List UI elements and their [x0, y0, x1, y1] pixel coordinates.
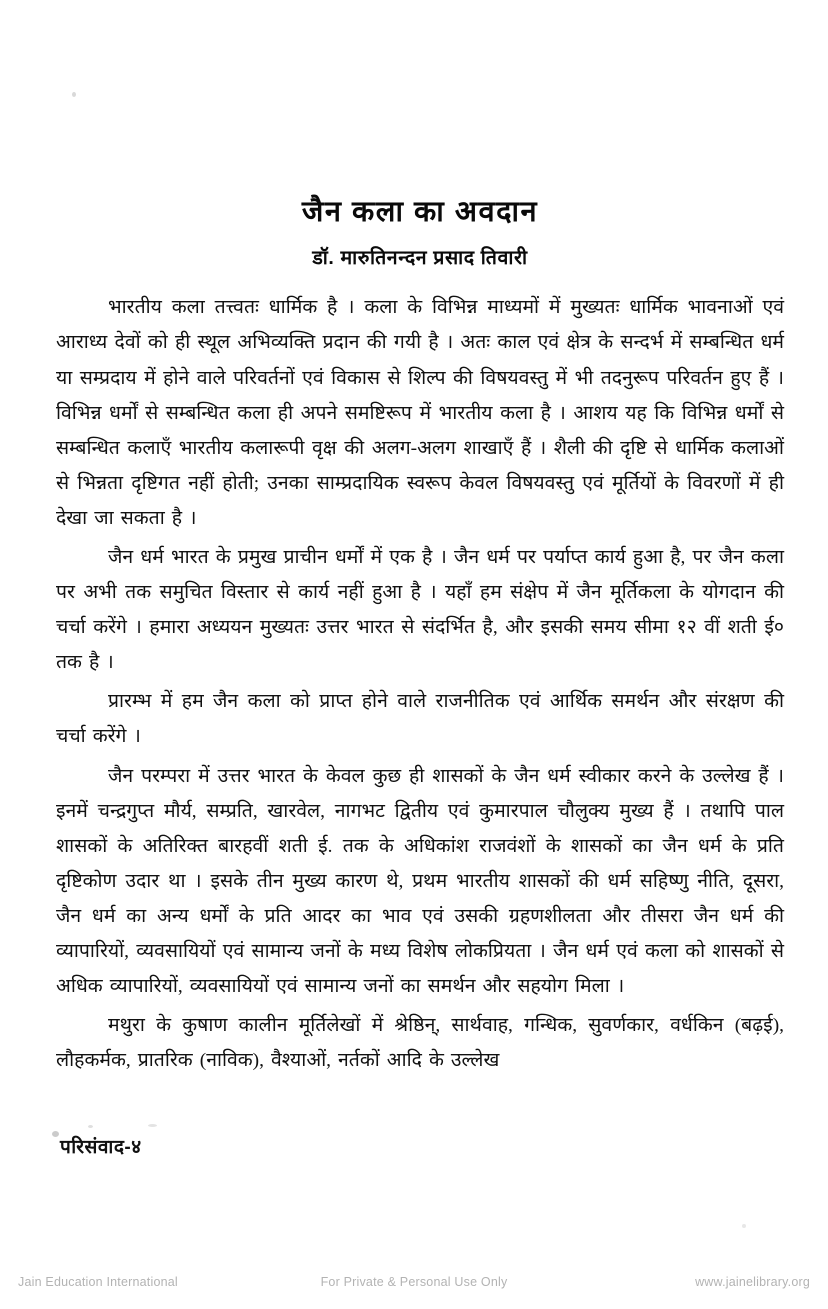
article-body	[56, 270, 784, 1078]
paragraph: जैन धर्म भारत के प्रमुख प्राचीन धर्मों में एक है । जैन धर्म पर पर्याप्त कार्य हुआ है, पर जैन कला पर अभी तक समुचित विस्तार से कार्य नहीं हुआ है । यहाँ हम संक्षेप में जैन मूर्तिकला के योगदान की चर्चा करेंगे । हमारा अध्ययन मुख्यतः उत्तर भारत से संदर्भित है, और इसकी समय सीमा १२ वीं शती ई० तक है ।	[56, 547, 784, 674]
page-content	[56, 0, 784, 1078]
scan-footer-right[interactable]: www.jainelibrary.org	[695, 1275, 810, 1289]
paragraph: भारतीय कला तत्त्वतः धार्मिक है । कला के विभिन्न माध्यमों में मुख्यतः धार्मिक भावनाओं एवं आराध्य देवों को ही स्थूल अभिव्यक्ति प्रदान की गयी है । अतः काल एवं क्षेत्र के सन्दर्भ में सम्बन्धित धर्म या सम्प्रदाय में होने वाले परिवर्तनों एवं विकास से शिल्प की विषयवस्तु में भी तदनुरूप परिवर्तन हुए हैं । विभिन्न धर्मों से सम्बन्धित कला ही अपने समष्टिरूप में भारतीय कला है । आशय यह कि विभिन्न धर्मों से सम्बन्धित कलाएँ भारतीय कलारूपी वृक्ष की अलग-अलग शाखाएँ हैं । शैली की दृष्टि से धार्मिक कलाओं से भिन्नता दृष्टिगत नहीं होती; उनका साम्प्रदायिक स्वरूप केवल विषयवस्तु एवं मूर्तियों के विवरणों में ही देखा जा सकता है ।	[56, 297, 784, 529]
paragraph: जैन परम्परा में उत्तर भारत के केवल कुछ ही शासकों के जैन धर्म स्वीकार करने के उल्लेख हैं । इनमें चन्द्रगुप्त मौर्य, सम्प्रति, खारवेल, नागभट द्वितीय एवं कुमारपाल चौलुक्य मुख्य हैं । तथापि पाल शासकों के अतिरिक्त बारहवीं शती ई. तक के अधिकांश राजवंशों के शासकों का जैन धर्म के प्रति दृष्टिकोण उदार था । इसके तीन मुख्य कारण थे, प्रथम भारतीय शासकों की धर्म सहिष्णु नीति, दूसरा, जैन धर्म का अन्य धर्मों के प्रति आदर का भाव एवं उसकी ग्रहणशीलता और तीसरा जैन धर्म की व्यापारियों, व्यवसायियों एवं सामान्य जनों के मध्य विशेष लोकप्रियता । जैन धर्म एवं कला को शासकों से अधिक व्यापारियों, व्यवसायियों एवं सामान्य जनों का समर्थन और सहयोग मिला ।	[56, 765, 784, 998]
page-label: परिसंवाद-४	[60, 1137, 142, 1158]
paragraph: प्रारम्भ में हम जैन कला को प्राप्त होने वाले राजनीतिक एवं आर्थिक समर्थन और संरक्षण की चर्चा करेंगे ।	[56, 691, 784, 748]
scan-footer-left: Jain Education International	[18, 1275, 178, 1289]
scan-watermark-footer	[0, 1272, 828, 1292]
author-byline: डॉ. मारुतिनन्दन प्रसाद तिवारी	[312, 247, 528, 270]
scan-speck	[88, 1125, 93, 1128]
page-title: जैन कला का अवदान	[301, 196, 539, 228]
scan-footer-center: For Private & Personal Use Only	[320, 1275, 508, 1289]
paragraph: मथुरा के कुषाण कालीन मूर्तिलेखों में श्रेष्ठिन्, सार्थवाह, गन्धिक, सुवर्णकार, वर्धकिन (बढ़ई), लौहकर्मक, प्रातरिक (नाविक), वैश्याओं, नर्तकों आदि के उल्लेख	[56, 1015, 784, 1072]
scan-speck	[742, 1224, 746, 1228]
scan-speck	[52, 1131, 59, 1137]
scan-speck	[148, 1124, 157, 1127]
